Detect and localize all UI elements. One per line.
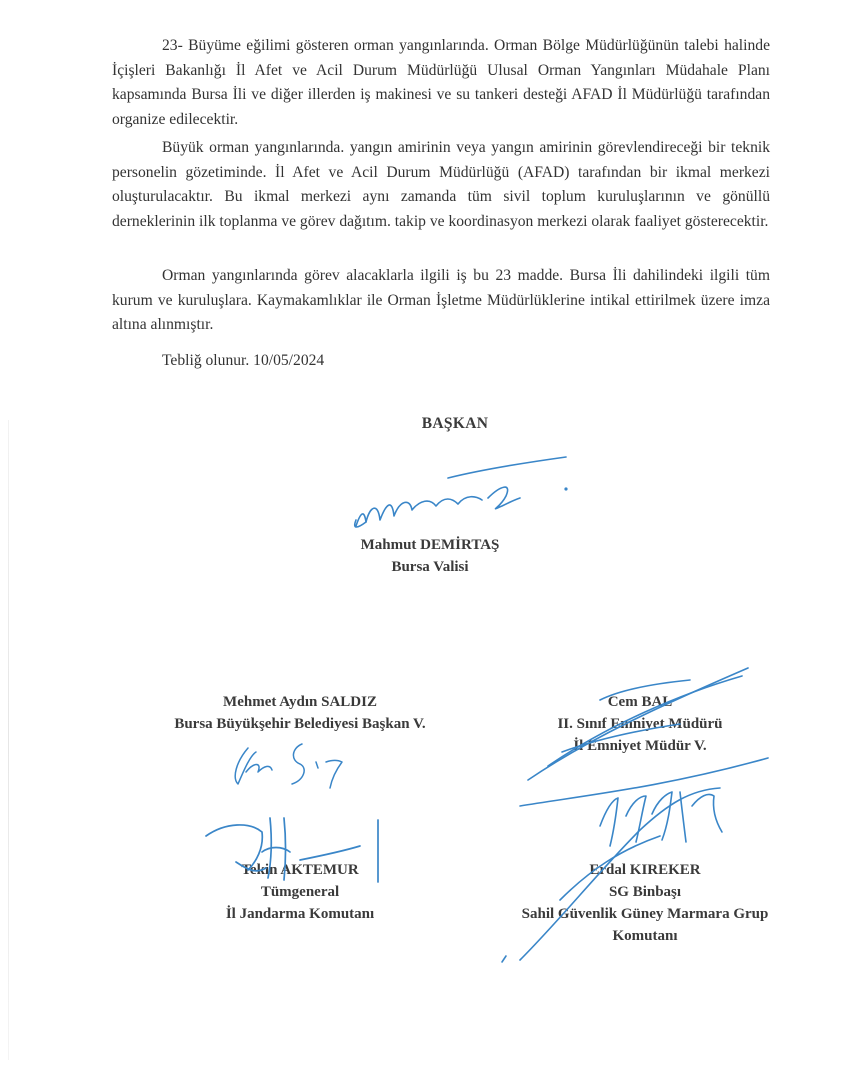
signer-role-2: Sahil Güvenlik Güney Marmara Grup	[521, 906, 769, 922]
chair-title: BAŞKAN	[421, 415, 489, 432]
paragraph-text: Büyüme eğilimi gösteren orman yangınlarında. Orman Bölge Müdürlüğünün talebi halinde İçişleri Bakanlığı İl Afet ve Acil Durum Müdürlüğü Ulusal Orman Yangınları Müdahale Planı kapsamında Bursa İli ve diğer illerden iş makinesi ve su tankeri desteği AFAD İl Müdürlüğü tarafından organize edilecektir.	[112, 37, 770, 128]
signer-name: Mehmet Aydın SALDIZ	[223, 694, 377, 710]
signer-role: SG Binbaşı	[608, 884, 682, 900]
paragraph-text: Büyük orman yangınlarında. yangın amirinin veya yangın amirinin görevlendireceği bir teknik personelin gözetiminde. İl Afet ve Acil Durum Müdürlüğü (AFAD) tarafından bir ikmal merkezi oluşturulacaktır. Bu ikmal merkezi aynı zamanda tüm sivil toplum kuruluşlarının ve gönüllü derneklerinin ilk toplanma ve görev dağıtım. takip ve koordinasyon merkezi olarak faaliyet gösterecektir.	[112, 139, 770, 230]
signer-role: Bursa Büyükşehir Belediyesi Başkan V.	[174, 716, 426, 732]
signature-block-gendarmerie	[200, 859, 400, 925]
signer-role: Tümgeneral	[260, 884, 340, 900]
signature-block-mayor	[120, 691, 480, 735]
signer-name: Mahmut DEMİRTAŞ	[360, 537, 500, 553]
signer-role: II. Sınıf Emniyet Müdürü	[557, 716, 723, 732]
signer-name: Cem BAL	[607, 694, 673, 710]
mayor-signature	[235, 744, 342, 788]
signature-block-coast-guard	[490, 859, 800, 947]
paragraph-distribution	[112, 264, 770, 338]
signer-role-2: İl Jandarma Komutanı	[225, 906, 375, 922]
scan-edge-line	[8, 420, 9, 1060]
governor-signature	[355, 457, 567, 527]
paragraph-23	[112, 34, 770, 132]
notice-date: Tebliğ olunur. 10/05/2024	[162, 352, 325, 369]
signer-name: Erdal KIREKER	[589, 862, 701, 878]
paragraph-number: 23-	[162, 37, 183, 54]
signer-name: Tekin AKTEMUR	[241, 862, 359, 878]
signature-block-police	[510, 691, 770, 757]
signer-role-2: İl Emniyet Müdür V.	[573, 738, 707, 754]
paragraph-supply-center	[112, 136, 770, 234]
paragraph-text: Orman yangınlarında görev alacaklarla ilgili iş bu 23 madde. Bursa İli dahilindeki ilgili tüm kurum ve kuruluşlara. Kaymakamlıklar ile Orman İşletme Müdürlüklerine intikal ettirilmek üzere imza altına alınmıştır.	[112, 267, 770, 334]
signature-block-governor	[330, 534, 530, 578]
signer-role-3: Komutanı	[612, 928, 678, 944]
signer-role: Bursa Valisi	[391, 559, 469, 575]
